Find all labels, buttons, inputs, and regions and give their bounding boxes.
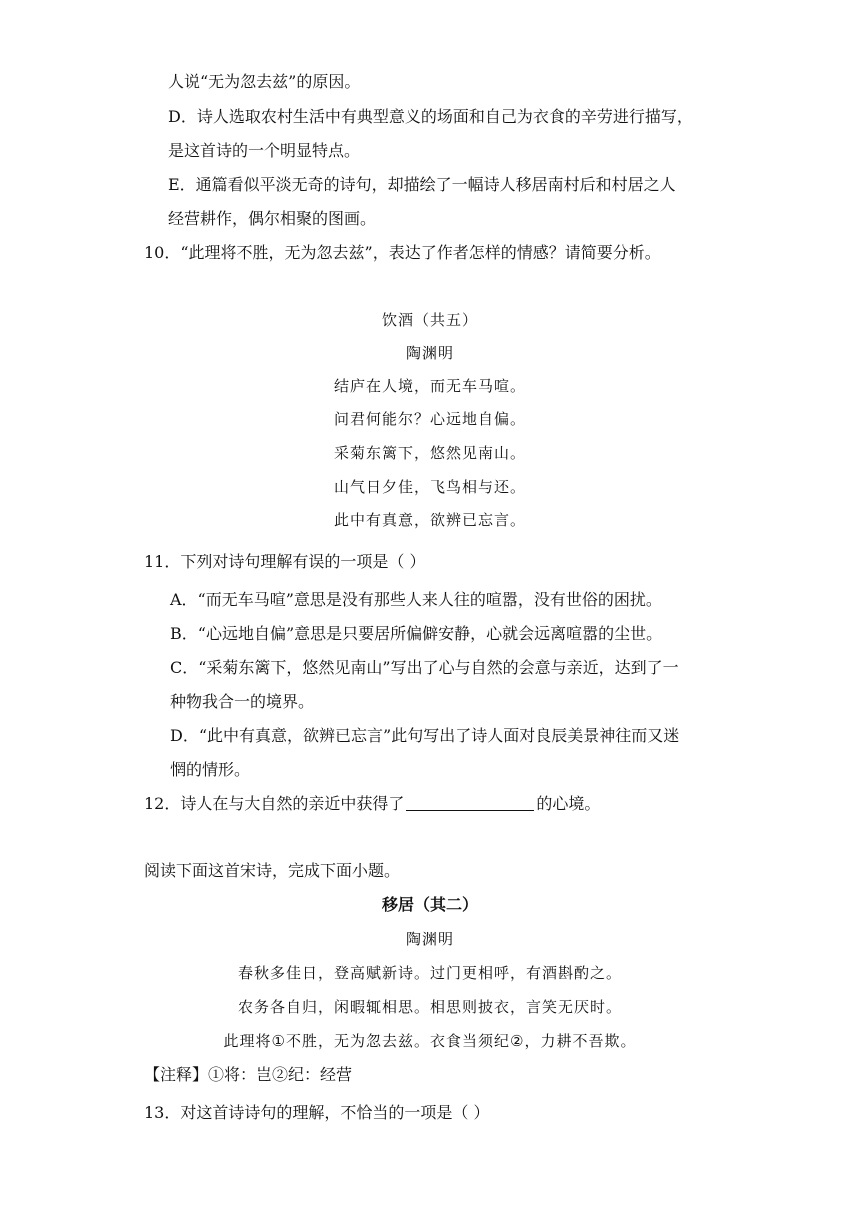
poem2-line3-part2: 不胜，无为忽去兹。衣食当须纪: [285, 1032, 510, 1050]
question-10: 10．“此理将不胜，无为忽去兹”，表达了作者怎样的情感？请简要分析。: [144, 243, 661, 262]
question-11-stem: 11．下列对诗句理解有误的一项是（ ）: [144, 552, 426, 571]
poem2-title: 移居（其二）: [381, 895, 478, 914]
q9-option-e-line2: 经营耕作，偶尔相聚的图画。: [168, 209, 377, 228]
q11-option-c-line1: C．“采菊东篱下，悠然见南山”写出了心与自然的会意与亲近，达到了一: [170, 658, 679, 677]
footnote-marker-1: ①: [271, 1032, 286, 1050]
poem2-author: 陶渊明: [405, 930, 454, 948]
q9-option-c-continuation: 人说“无为忽去兹”的原因。: [168, 72, 361, 91]
answer-blank[interactable]: [406, 794, 534, 811]
poem1-line: 问君何能尔？心远地自偏。: [333, 410, 526, 428]
poem2-line3-part1: 此理将: [223, 1032, 272, 1050]
poem1-line: 山气日夕佳，飞鸟相与还。: [333, 478, 526, 496]
q11-option-d-line1: D．“此中有真意，欲辨已忘言”此句写出了诗人面对良辰美景神往而又迷: [170, 726, 680, 745]
poem1-line: 结庐在人境，而无车马喧。: [333, 377, 526, 395]
poem1-line: 此中有真意，欲辨已忘言。: [333, 511, 526, 529]
q12-text-before: 12．诗人在与大自然的亲近中获得了: [144, 794, 405, 813]
poem1-author: 陶渊明: [405, 344, 454, 362]
footnote-marker-2: ②: [510, 1032, 525, 1050]
poem2-line1: 春秋多佳日，登高赋新诗。过门更相呼，有酒斟酌之。: [237, 964, 622, 982]
q9-option-e-line1: E．通篇看似平淡无奇的诗句，却描绘了一幅诗人移居南村后和村居之人: [168, 175, 676, 194]
q11-option-b: B．“心远地自偏”意思是只要居所偏僻安静，心就会远离喧嚣的尘世。: [170, 624, 663, 643]
poem1-line: 采菊东篱下，悠然见南山。: [333, 444, 526, 462]
q11-option-c-line2: 种物我合一的境界。: [170, 692, 315, 711]
annotation-note: 【注释】①将：岂②纪：经营: [144, 1065, 353, 1084]
q11-option-a: A．“而无车马喧”意思是没有那些人来人往的喧嚣，没有世俗的困扰。: [170, 590, 662, 609]
q9-option-d-line2: 是这首诗的一个明显特点。: [168, 141, 361, 160]
q9-option-d-line1: D．诗人选取农村生活中有典型意义的场面和自己为衣食的辛劳进行描写，: [168, 107, 693, 126]
question-12: [144, 793, 600, 815]
poem2-line3: [0, 1030, 860, 1052]
q11-option-d-line2: 惘的情形。: [170, 760, 251, 779]
poem2-line2: 农务各自归，闲暇辄相思。相思则披衣，言笑无厌时。: [237, 998, 622, 1016]
poem1-title: 饮酒（共五）: [381, 311, 478, 329]
reading-intro: 阅读下面这首宋诗，完成下面小题。: [144, 861, 401, 880]
poem2-line3-part3: ，力耕不吾欺。: [524, 1032, 637, 1050]
question-13: 13．对这首诗诗句的理解，不恰当的一项是（ ）: [144, 1103, 490, 1122]
q12-text-after: 的心境。: [536, 794, 601, 813]
